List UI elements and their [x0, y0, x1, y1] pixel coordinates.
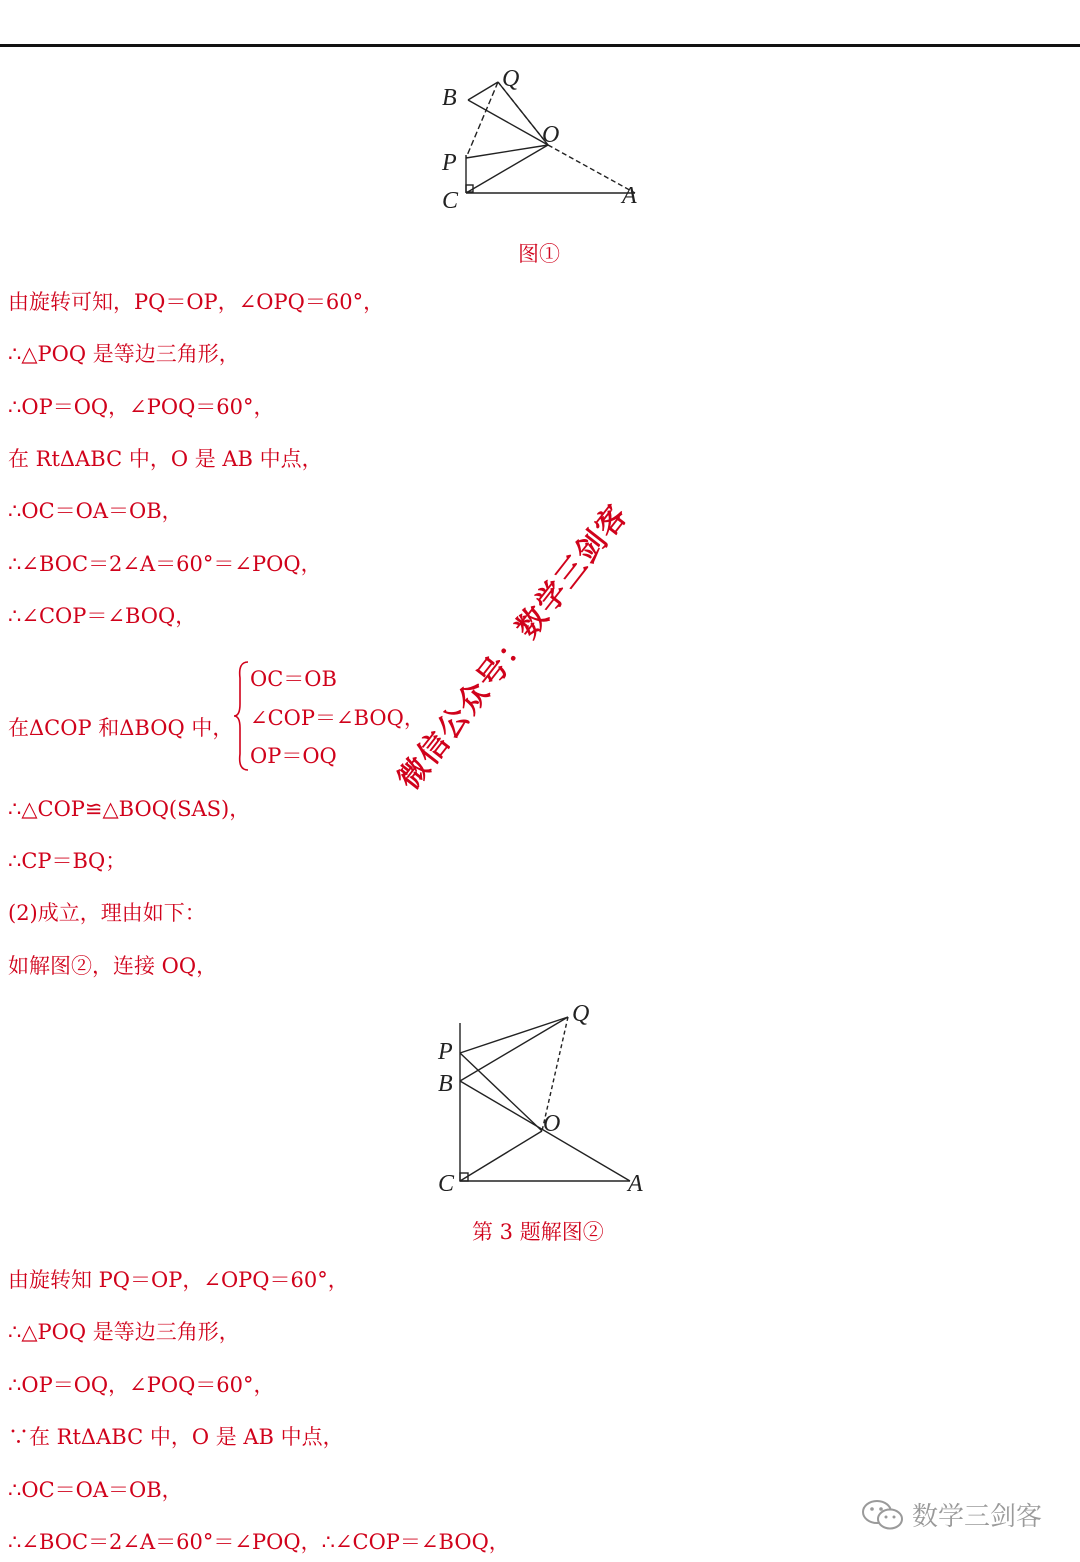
solution-line: ∴OC＝OA＝OB，: [8, 1478, 183, 1502]
label-C: C: [438, 1171, 455, 1197]
solution-line: ∴∠BOC＝2∠A＝60°＝∠POQ，∴∠COP＝∠BOQ，: [8, 1530, 510, 1554]
solution-line: 由旋转知 PQ＝OP，∠OPQ＝60°，: [8, 1268, 349, 1292]
solution-line: ∴△COP≌△BOQ(SAS)，: [8, 797, 251, 821]
solution-line: (2)成立，理由如下：: [8, 901, 206, 925]
label-Q: Q: [572, 1001, 590, 1027]
solution-line: ∴∠COP＝∠BOQ，: [8, 604, 197, 628]
solution-line: 在 RtΔABC 中，O 是 AB 中点，: [8, 447, 323, 471]
wechat-icon: [860, 1498, 906, 1532]
solution-line: ∴OC＝OA＝OB，: [8, 499, 183, 523]
label-A: A: [628, 1171, 643, 1197]
label-Q: Q: [502, 66, 520, 92]
label-O: O: [542, 122, 560, 148]
top-rule: [0, 44, 1080, 47]
label-B: B: [442, 85, 457, 111]
figure-1: [430, 60, 660, 220]
figure-1-caption: 图①: [518, 242, 560, 266]
system-label: 在ΔCOP 和ΔBOQ 中，: [8, 716, 234, 740]
brand-name: 数学三剑客: [912, 1502, 1043, 1532]
solution-line: 由旋转可知，PQ＝OP，∠OPQ＝60°，: [8, 290, 385, 314]
label-P: P: [438, 1039, 453, 1065]
solution-line: ∴OP＝OQ，∠POQ＝60°，: [8, 1373, 275, 1397]
solution-line: ∴△POQ 是等边三角形，: [8, 1320, 240, 1344]
figure-2-caption: 第 3 题解图②: [472, 1220, 604, 1244]
system-row: ∠COP＝∠BOQ，: [250, 706, 425, 730]
system-row: OP＝OQ: [250, 744, 337, 768]
solution-line: ∴CP＝BQ；: [8, 849, 127, 873]
label-C: C: [442, 188, 459, 214]
solution-line: ∴∠BOC＝2∠A＝60°＝∠POQ，: [8, 552, 322, 576]
label-A: A: [622, 183, 637, 209]
figure-2-diagram: [430, 995, 660, 1200]
solution-line: ∴△POQ 是等边三角形，: [8, 342, 240, 366]
system-row: OC＝OB: [250, 667, 337, 691]
figure-2: [430, 995, 660, 1200]
label-B: B: [438, 1071, 453, 1097]
solution-line: ∵在 RtΔABC 中，O 是 AB 中点，: [8, 1425, 344, 1449]
left-brace: [232, 660, 250, 772]
label-O: O: [543, 1111, 561, 1137]
label-P: P: [442, 150, 457, 176]
solution-line: ∴OP＝OQ，∠POQ＝60°，: [8, 395, 275, 419]
watermark: 微信公众号：数学三剑客: [391, 497, 636, 797]
figure-1-diagram: [430, 60, 660, 220]
solution-line: 如解图②，连接 OQ，: [8, 954, 218, 978]
brand-logo: [860, 1496, 1042, 1533]
